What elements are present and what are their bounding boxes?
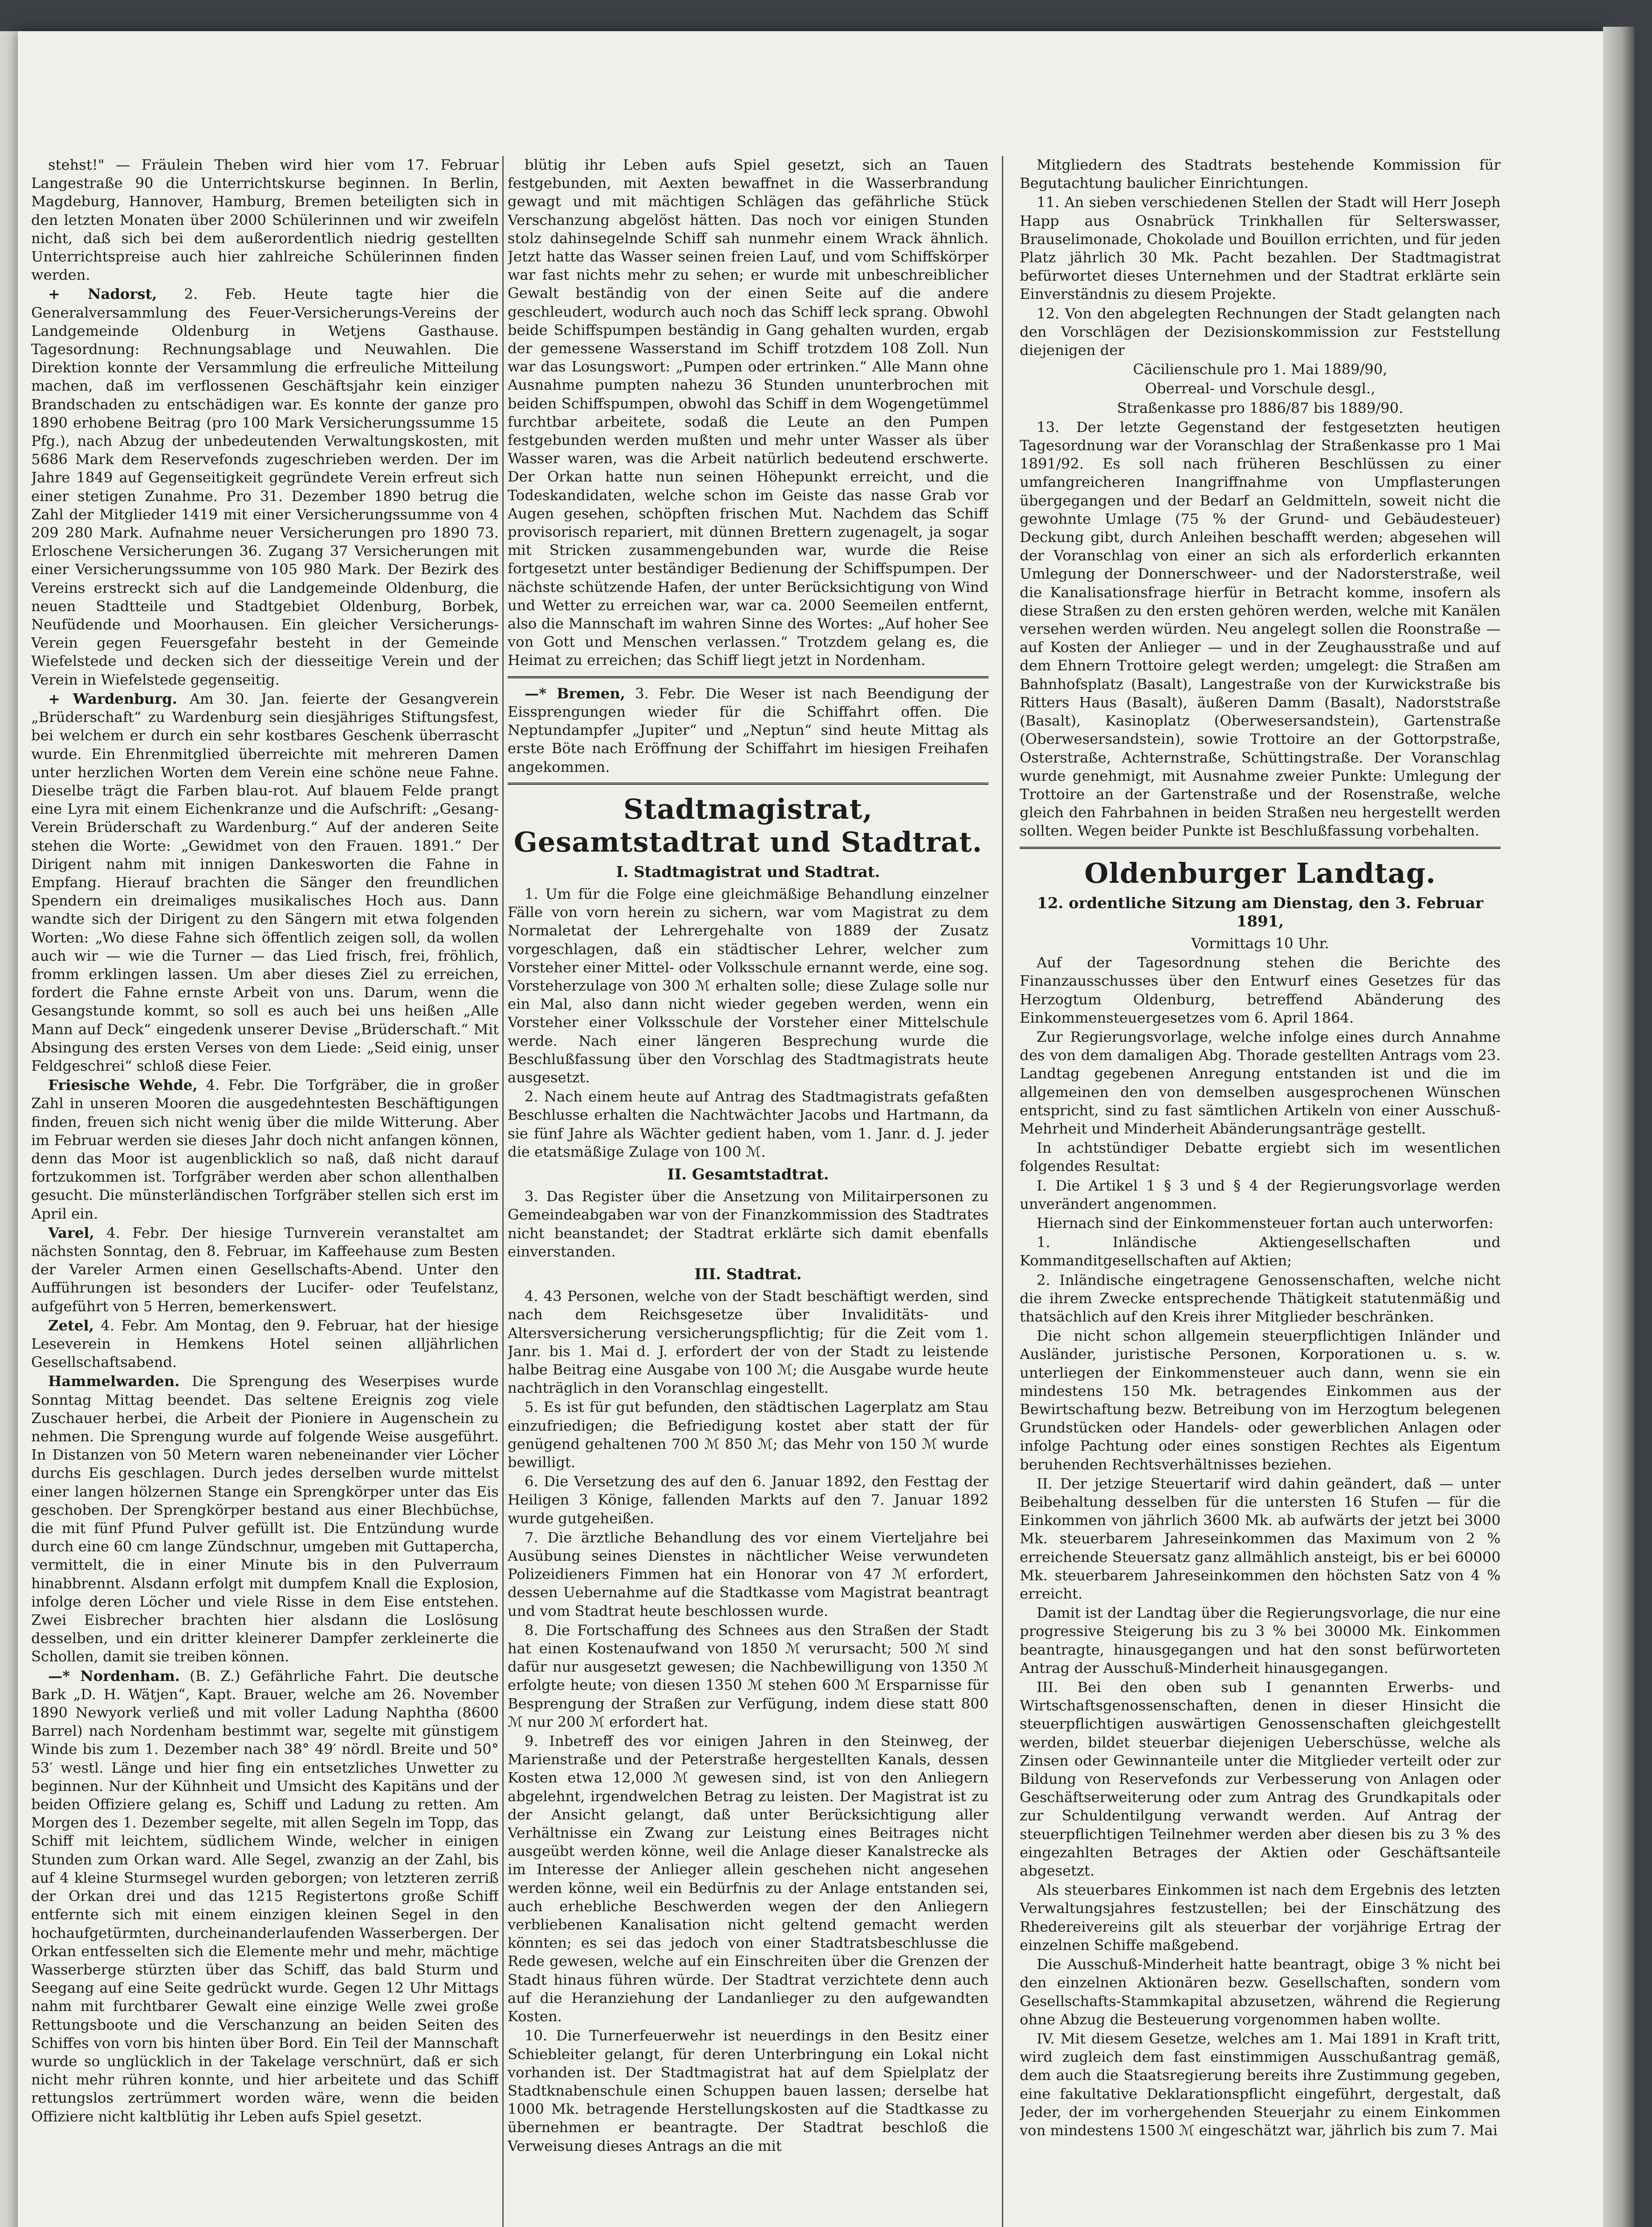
landtag-paragraph: Als steuerbares Einkommen ist nach dem Ergebnis des letzten Verwaltungsjahres festzustellen; bei der Einschätzung des Rhedereivereins gilt als steuerbar der vorjährige Ertrag der einzelnen Schiffe maßgebend. [1020,1881,1501,1954]
article-text: 4. Febr. Die Torfgräber, die in großer Zahl in unseren Mooren die ausgedehntesten Beschäftigungen finden, freuen sich nicht wenig über die milde Witterung. Aber im Februar werden sie dieses Jahr doch nicht anfangen können, denn das Moor ist augenblicklich so naß, daß nicht darauf fortzukommen ist. Torfgräber werden aber schon allenthalben gesucht. Die münsterländischen Torfgräber stellen sich erst im April ein. [31,1077,499,1222]
article-zetel [31,1317,499,1372]
landtag-paragraph: Hiernach sind der Einkommensteuer fortan auch unterworfen: [1037,1214,1493,1232]
article-wardenburg [31,690,499,1075]
article-text: 4. Febr. Am Montag, den 9. Februar, hat der hiesige Leseverein in Hemkens Hotel seinen alljährlichen Gesellschaftsabend. [31,1317,499,1371]
article-heading: —* Nordenham. [48,1667,180,1685]
item-4: 4. 43 Personen, welche von der Stadt beschäftigt werden, sind nach dem Reichsgesetze über Invaliditäts- und Altersversicherung versicherungspflichtig; für die Zeit vom 1. Janr. bis 1. Mai d. J. erfordert der von der Stadt zu leistende halbe Beitrag eine Ausgabe von 100 ℳ; die Ausgabe wurde heute nachträglich in den Voranschlag eingestellt. [508,1288,989,1397]
subsection-title: III. Stadtrat. [694,1265,802,1283]
section-title-stadtmagistrat: Stadtmagistrat, Gesamtstadtrat und Stadtrat. [513,792,983,858]
item-10-continued: Mitgliedern des Stadtrats bestehende Kommission für Begutachtung baulicher Einrichtungen. [1020,156,1501,192]
landtag-paragraph: Damit ist der Landtag über die Regierungsvorlage, die nur eine progressive Steigerung bis zu 3 % bei 30000 Mk. Einkommen beantragte, hinausgegangen und hat den sonst befürworteten Antrag der Ausschuß-Minderheit hinausgegangen. [1020,1604,1501,1676]
landtag-paragraph: 2. Inländische eingetragene Genossenschaften, welche nicht die ihrem Zwecke entsprechende Thätigkeit statutenmäßig und thatsächlich auf den Kreis ihrer Mitglieder beschränken. [1020,1271,1501,1325]
item-8: 8. Die Fortschaffung des Schnees aus den Straßen der Stadt hat einen Kostenaufwand von 1850 ℳ verursacht; 500 ℳ sind dafür nur ausgesetzt gewesen; die Nachbewilligung von 1350 ℳ erfolgte heute; von diesen 1350 ℳ stehen 600 ℳ Ersparnisse für Besprengung der Straßen zur Verfügung, indem diese statt 800 ℳ nur 200 ℳ erfordert hat. [508,1621,989,1730]
account-list-item: Oberreal- und Vorschule desgl., [1145,380,1375,397]
item-11: 11. An sieben verschiedenen Stellen der Stadt will Herr Joseph Happ aus Osnabrück Trinkhallen für Selterswasser, Brauselimonade, Chokolade und Bouillon errichten, und für jeden Platz jährlich 30 Mk. Pacht bezahlen. Der Stadtmagistrat befürwortet dieses Unternehmen und der Stadtrat erklärte sein Einverständnis zu diesem Projekte. [1020,194,1501,303]
article-nadorst [31,285,499,689]
sitting-time: Vormittags 10 Uhr. [1191,934,1329,952]
landtag-paragraph: IV. Mit diesem Gesetze, welches am 1. Mai 1891 in Kraft tritt, wird zugleich dem fast einstimmigen Ausschußantrag gemäß, dem auch die Staatsregierung bereits ihre Zustimmung gegeben, eine fakultative Deklarationspflicht eingeführt, dergestalt, daß Jeder, der im vorhergehenden Steuerjahr zu einem Einkommen von mindestens 1500 ℳ eingeschätzt war, jährlich bis zum 7. Mai [1020,2030,1501,2139]
article-heading: + Nadorst, [48,286,157,303]
article-text: 4. Febr. Der hiesige Turnverein veranstaltet am nächsten Sonntag, den 8. Februar, im Kaffeehause zum Besten der Vareler Armen einen Gesellschafts-Abend. Unter den Aufführungen ist besonders der Lucifer- oder Teufelstanz, aufgeführt von 5 Herren, bemerkenswert. [31,1224,499,1315]
section-divider [508,783,989,785]
column-1 [31,156,499,2227]
article-heading: —* Bremen, [525,685,626,702]
landtag-paragraph: Auf der Tagesordnung stehen die Berichte des Finanzausschusses über den Entwurf eines Gesetzes für das Herzogtum Oldenburg, betreffend Abänderung des Einkommensteuergesetzes vom 6. April 1864. [1020,954,1501,1026]
article-nordenham [31,1667,499,2126]
column-2 [508,156,989,2227]
column-rule [502,156,504,2227]
article-nordenham-continued: blütig ihr Leben aufs Spiel gesetzt, sich an Tauen festgebunden, mit Aexten bewaffnet in die Wasserbrandung gewagt und mit mächtigen Schlägen das gefährliche Stück Verschanzung abgelöst hätten. Das noch vor einigen Stunden stolz dahinsegelnde Schiff sah nunmehr einem Wrack ähnlich. Jetzt hatte das Wasser seinen freien Lauf, und vom Schiffskörper war fast nichts mehr zu sehen; er wurde mit unbeschreiblicher Gewalt beständig von der einen Seite auf die andere geschleudert, wodurch auch noch das Schiff leck sprang. Obwohl beide Schiffspumpen beständig in Gang gehalten wurden, ergab der gemessene Wasserstand im Schiff trotzdem 108 Zoll. Nun war das Losungswort: „Pumpen oder ertrinken.“ Alle Mann ohne Ausnahme pumpten nahezu 36 Stunden ununterbrochen mit beiden Schiffspumpen, obwohl das Schiff in dem Wogengetümmel furchtbar arbeitete, sodaß die Leute an den Pumpen festgebunden werden mußten und mehr unter Wasser als über Wasser waren, was die Arbeit natürlich bedeutend erschwerte. Der Orkan hatte nun seinen Höhepunkt erreicht, und die Todeskandidaten, welche schon im Geiste das nasse Grab vor Augen gesehen, schöpften frischen Mut. Nachdem das Schiff provisorisch repariert, mit dünnen Brettern zugenagelt, ja sogar mit Stricken zusammengebunden war, wurde die Reise fortgesetzt unter beständiger Bedienung der Schiffspumpen. Der nächste schützende Hafen, der unter Berücksichtigung von Wind und Wetter zu erreichen war, war ca. 2000 Seemeilen entfernt, also die Mannschaft im wahren Sinne des Wortes: „Auf hoher See von Gott und Menschen verlassen.“ Trotzdem gelang es, die Heimat zu erreichen; das Schiff liegt jetzt in Nordenham. [508,156,989,669]
item-13: 13. Der letzte Gegenstand der festgesetzten heutigen Tagesordnung war der Voranschlag der Straßenkasse pro 1 Mai 1891/92. Es soll nach früheren Beschlüssen zu einer umfangreicheren Inangriffnahme von Umpflasterungen übergegangen und der Bedarf an Geldmitteln, soweit nicht die gewohnte Umlage (75 % der Grund- und Gebäudesteuer) Deckung gibt, durch Anleihen beschafft werden; abgesehen will der Voranschlag von einer an sich als erforderlich erkannten Umlegung der Donnerschweer- und der Nadorsterstraße, weil die Kanalisationsfrage hierfür in Betracht komme, insofern als diese Straßen zu den ersten gehören werden, welche mit Kanälen versehen werden würden. Neu angelegt sollen die Roonstraße — auf Kosten der Anlieger — und in der Zeughausstraße und auf dem Ehnern Trottoire gelegt werden; umgelegt: die Straßen am Bahnhofsplatz (Basalt), Langestraße von der Kurwickstraße bis Ritters Haus (Basalt), äußeren Damm (Basalt), Nadorststraße (Basalt), Kasinoplatz (Oberwesersandstein), Gartenstraße (Oberwesersandstein), sowie Trottoire an der Gottorpstraße, Osterstraße, Achternstraße, Schüttingstraße. Der Voranschlag wurde genehmigt, mit Ausnahme zweier Punkte: Umlegung der Trottoire an der Gartenstraße und der Rosenstraße, welche gleich den Fahrbahnen in beiden Straßen neu hergestellt werden sollten. Wegen beider Punkte ist Beschlußfassung vorbehalten. [1020,418,1501,840]
article-intro: stehst!" — Fräulein Theben wird hier vom 17. Februar Langestraße 90 die Unterrichtskurse beginnen. In Berlin, Magdeburg, Hannover, Hamburg, Bremen beteiligten sich in den letzten Monaten über 2000 Schülerinnen und wir zweifeln nicht, daß sich bei dem außerordentlich niedrig gestellten Unterrichtspreise auch hier zahlreiche Schülerinnen finden werden. [31,156,499,284]
article-heading: Varel, [48,1224,94,1241]
article-wehde [31,1076,499,1223]
article-text: 3. Febr. Die Weser ist nach Beendigung der Eissprengungen wieder für die Schiffahrt offen. Die Neptundampfer „Jupiter“ und „Neptun“ sind heute Mittag als erste Böte nach Eröffnung der Schiffahrt im hiesigen Freihafen angekommen. [508,685,989,775]
section-divider [508,676,989,678]
sitting-heading: 12. ordentliche Sitzung am Dienstag, den 3. Februar 1891, [1037,894,1484,930]
item-1: 1. Um für die Folge eine gleichmäßige Behandlung einzelner Fälle von vorn herein zu sichern, war vom Magistrat zu dem Normaletat der Lehrergehalte von 1889 der Zusatz vorgeschlagen, daß ein städtischer Lehrer, welcher zum Vorsteher einer Mittel- oder Volksschule ernannt werde, eine sog. Vorsteherzulage von 300 ℳ erhalten solle; diese Zulage solle nur ein Mal, also dann nicht wieder gegeben werden, wenn ein Vorsteher einer Volksschule der Vorsteher einer Mittelschule werde. Nach einer längeren Besprechung wurde die Beschlußfassung über den Vorschlag des Stadtmagistrats heute ausgesetzt. [508,885,989,1086]
landtag-paragraph: I. Die Artikel 1 § 3 und § 4 der Regierungsvorlage werden unverändert angenommen. [1020,1177,1501,1212]
item-12: 12. Von den abgelegten Rechnungen der Stadt gelangten nach den Vorschlägen der Dezisionskommission zur Feststellung diejenigen der [1020,305,1501,359]
landtag-paragraph: In achtstündiger Debatte ergiebt sich im wesentlichen folgendes Resultat: [1020,1139,1501,1175]
article-text: (B. Z.) Gefährliche Fahrt. Die deutsche Bark „D. H. Wätjen“, Kapt. Brauer, welche am 26. November 1890 Newyork verließ und mit voller Ladung Naphtha (8600 Barrel) nach Nordenham bestimmt war, segelte mit günstigem Winde bis zum 1. Dezember nach 38° 49′ nördl. Breite und 50° 53′ westl. Länge und hier fing ein entsetzliches Unwetter zu beginnen. Nur der Kühnheit und Umsicht des Kapitäns und der beiden Offiziere gelang es, Schiff und Ladung zu retten. Am Morgen des 1. Dezember segelte, mit allen Segeln im Topp, das Schiff mit leichtem, südlichem Winde, welcher in einigen Stunden zum Orkan ward. Alle Segel, zwanzig an der Zahl, bis auf 4 kleine Sturmsegel wurden geborgen; von letzteren zerriß der Orkan drei und das 1215 Registertons große Schiff entfernte sich mit einem einzigen kleinen Segel in den hochaufgetürmten, durcheinanderlaufenden Wasserbergen. Der Orkan entfesselten sich die Elemente mehr und mehr, mächtige Wasserberge stürzten über das Schiff, das bald Sturm und Seegang auf eine Seite gedrückt wurde. Gegen 12 Uhr Mittags nahm mit furchtbarer Gewalt eine einzige Welle zwei große Rettungsboote und die Verschanzung an beiden Seiten des Schiffes von vorn bis hinten über Bord. Ein Teil der Mannschaft wurde so unglücklich in der Takelage verschnürt, daß er sich nicht mehr rühren konnte, und hier arbeitete und das Schiff rettungslos zertrümmert worden wäre, wenn die beiden Offiziere nicht kaltblütig ihr Leben aufs Spiel gesetzt. [31,1667,499,2125]
item-3: 3. Das Register über die Ansetzung von Militairpersonen zu Gemeindeabgaben war von der Finanzkommission des Stadtrates nicht beanstandet; der Stadtrat erklärte sich damit ebenfalls einverstanden. [508,1188,989,1260]
landtag-paragraph: Die nicht schon allgemein steuerpflichtigen Inländer und Ausländer, juristische Personen, Korporationen u. s. w. unterliegen der Einkommensteuer auch dann, wenn sie ein mindestens 150 Mk. betragendes Einkommen aus der Bewirtschaftung bezw. Betreibung von im Herzogtum belegenen Grundstücken oder Handels- oder gewerblichen Anlagen oder infolge Pachtung oder eines sonstigen Rechtes als Eigentum beruhenden Rechtsverhältnisses beziehen. [1020,1327,1501,1473]
article-heading: + Wardenburg. [48,690,177,707]
item-10: 10. Die Turnerfeuerwehr ist neuerdings in den Besitz einer Schiebleiter gelangt, für deren Unterbringung ein Lokal nicht vorhanden ist. Der Stadtmagistrat hat auf dem Spielplatz der Stadtknabenschule einen Schuppen bauen lassen; derselbe hat 1000 Mk. betragende Herstellungskosten auf die Stadtkasse zu übernehmen er beantragte. Der Stadtrat beschloß die Verweisung dieses Antrags an die mit [508,2027,989,2154]
article-heading: Hammelwarden. [48,1373,180,1390]
item-5: 5. Es ist für gut befunden, den städtischen Lagerplatz am Stau einzufriedigen; die Befriedigung kostet aber statt der für genügend gehaltenen 700 ℳ 850 ℳ; das Mehr von 150 ℳ wurde bewilligt. [508,1399,989,1471]
account-list-item: Cäcilienschule pro 1. Mai 1889/90, [1133,361,1388,378]
article-heading: Zetel, [48,1317,94,1334]
subsection-title: I. Stadtmagistrat und Stadtrat. [616,863,880,881]
item-9: 9. Inbetreff des vor einigen Jahren in den Steinweg, der Marienstraße und der Peterstraße hergestellten Kanals, dessen Kosten etwa 12,000 ℳ gewesen sind, ist von den Anliegern abgelehnt, irgendwelchen Betrag zu leisten. Der Magistrat ist zu der Ansicht gelangt, daß unter Berücksichtigung aller Verhältnisse ein Zwang zur Leistung eines Beitrages nicht ausgeübt werden könne, weil die Anlage dieser Kanalstrecke als im Interesse der Anlieger allein geschehen nicht angesehen werden könne, weil ein Bedürfnis zu der Anlage entstanden sei, auch erhebliche Beschwerden wegen der den Anliegern verbliebenen Kanalisation nicht geltend gemacht werden könnten; es sei das jedoch von einer Stadtratsbeschlusse die Rede gewesen, welche auf ein Einschreiten über die Grenzen der Stadt hinaus führen würde. Der Stadtrat verzichtete denn auch auf die Heranziehung der Landanlieger zu den aufgewandten Kosten. [508,1733,989,2025]
article-varel [31,1224,499,1316]
column-3 [1020,156,1501,2227]
article-text: Die Sprengung des Weserpises wurde Sonntag Mittag beendet. Das seltene Ereignis zog viele Zuschauer herbei, die Arbeit der Pioniere in Augenschein zu nehmen. Die Sprengung wurde auf folgende Weise ausgeführt. In Distanzen von 50 Metern waren nebeneinander vier Löcher durchs Eis geschlagen. Durch jedes derselben wurde mittelst einer langen hölzernen Stange ein Sprengkörper unter das Eis geschoben. Der Sprengkörper bestand aus einer Blechbüchse, die mit fünf Pfund Pulver gefüllt ist. Die Entzündung wurde durch eine 60 cm lange Zündschnur, umgeben mit Guttapercha, vermittelt, die in einer Minute bis in den Pulverraum hinabbrennt. Alsdann erfolgt mit dumpfem Knall die Explosion, infolge deren Löcher und viele Risse in dem Eise entstehen. Zwei Eisbrecher brachten hier alsdann die Loslösung desselben, und ein dritter kleinerer Dampfer zerkleinerte die Schollen, damit sie treiben können. [31,1373,499,1665]
article-text: Am 30. Jan. feierte der Gesangverein „Brüderschaft“ zu Wardenburg sein diesjähriges Stiftungsfest, bei welchem er durch ein sehr kostbares Geschenk überrascht wurde. Ein Ehrenmitglied überreichte mit mehreren Damen unter herzlichen Worten dem Verein eine schöne neue Fahne. Dieselbe trägt die Farben blau-rot. Auf blauem Felde prangt eine Lyra mit einem Eichenkranze und die Aufschrift: „Gesang-Verein Brüderschaft zu Wardenburg.“ Auf der anderen Seite stehen die Worte: „Gewidmet von den Frauen. 1891.“ Der Dirigent nahm mit innigen Dankesworten die Fahne in Empfang. Hierauf brachten die Sänger den freundlichen Spendern ein dreimaliges musikalisches Hoch aus. Dann wandte sich der Dirigent zu den Sängern mit etwa folgenden Worten: „Wo diese Fahne sich öffentlich zeigen soll, da wollen auch wir — wie die Turner — das Lied frisch, frei, fröhlich, fromm erklingen lassen. Um aber dieses Ziel zu erreichen, fordert die Fahne ernste Arbeit von uns. Darum, wenn die Gesangstunde kommt, so soll es auch bei uns heißen „Alle Mann auf Deck“ eingedenk unserer Devise „Brüderschaft.“ Mit Absingung des ersten Verses von dem Liede: „Seid einig, unser Feldgeschrei“ schloß diese Feier. [31,690,499,1074]
item-6: 6. Die Versetzung des auf den 6. Januar 1892, den Festtag der Heiligen 3 Könige, fallenden Markts auf den 7. Januar 1892 wurde gutgeheißen. [508,1473,989,1527]
page-stack-edge [1603,27,1634,2227]
landtag-paragraph: Die Ausschuß-Minderheit hatte beantragt, obige 3 % nicht bei den einzelnen Aktionären bezw. Gesellschaften, sondern vom Gesellschafts-Stammkapital abzusetzen, während die Regierung ohne Abzug die Besteuerung vorgenommen haben wollte. [1020,1956,1501,2028]
adjacent-page-edge [0,31,19,2227]
item-7: 7. Die ärztliche Behandlung des vor einem Vierteljahre bei Ausübung seines Dienstes in nächtlicher Weise verwundeten Polizeidieners Fimmen hat ein Honorar von 47 ℳ erfordert, dessen Uebernahme auf die Stadtkasse vom Magistrat beantragt und vom Stadtrat heute beschlossen wurde. [508,1529,989,1619]
landtag-paragraph: II. Der jetzige Steuertarif wird dahin geändert, daß — unter Beibehaltung desselben für die untersten 16 Stufen — für die Einkommen von jährlich 3600 Mk. ab aufwärts der jetzt bei 3000 Mk. steuerbarem Jahreseinkommen das Maximum von 2 % erreichende Steuersatz ganz allmählich ansteigt, bis er bei 60000 Mk. steuerbarem Jahreseinkommen den höchsten Satz von 4 % erreicht. [1020,1475,1501,1603]
account-list-item: Straßenkasse pro 1886/87 bis 1889/90. [1117,399,1404,416]
section-title-landtag: Oldenburger Landtag. [1084,857,1436,889]
landtag-paragraph: 1. Inländische Aktiengesellschaften und Kommanditgesellschaften auf Aktien; [1020,1234,1501,1269]
subsection-title: II. Gesamtstadtrat. [667,1165,829,1183]
landtag-paragraph: Zur Regierungsvorlage, welche infolge eines durch Annahme des von dem damaligen Abg. Thorade gestellten Antrags vom 23. Landtag gegebenen Anregung entstanden ist und die im allgemeinen den von demselben ausgesprochenen Wünschen entspricht, sind zu fast sämtlichen Artikeln von einer Ausschuß-Mehrheit und Minderheit Abänderungsanträge gestellt. [1020,1028,1501,1137]
article-heading: Friesische Wehde, [48,1077,198,1094]
article-bremen [508,685,989,776]
landtag-paragraph: III. Bei den oben sub I genannten Erwerbs- und Wirtschaftsgenossenschaften, denen in dieser Hinsicht die steuerpflichtigen auswärtigen Genossenschaften gleichgestellt werden, bildet steuerbar diejenigen Ueberschüsse, welche als Zinsen oder Gewinnanteile unter die Mitglieder verteilt oder zur Bildung von Reservefonds zur Verbesserung von Anlagen oder Geschäftserweiterung oder zum Antrag des Grundkapitals oder zur Schuldentilgung verwandt werden. Auf Antrag der steuerpflichtigen Teilnehmer werden aber diesen bis zu 3 % des eingezahlten Betrages der Aktien oder Geschäftsanteile abgesetzt. [1020,1679,1501,1880]
section-divider [1020,847,1501,849]
article-hammelwarden [31,1372,499,1666]
column-rule [1002,156,1003,2227]
item-2: 2. Nach einem heute auf Antrag des Stadtmagistrats gefaßten Beschlusse erhalten die Nachtwächter Jacobs und Hartmann, da sie fünf Jahre als Wächter gedient haben, vom 1. Janr. d. J. jeder die etatsmäßige Zulage von 100 ℳ. [508,1088,989,1160]
article-text: 2. Feb. Heute tagte hier die Generalversammlung des Feuer-Versicherungs-Vereins der Landgemeinde Oldenburg in Wetjens Gasthause. Tagesordnung: Rechnungsablage und Neuwahlen. Die Direktion konnte der Versammlung die erfreuliche Mitteilung machen, daß im verflossenen Geschäftsjahr kein einziger Brandschaden zu entschädigen war. Es konnte der ganze pro 1890 erhobene Beitrag (pro 100 Mark Versicherungssumme 15 Pfg.), nach Abzug der unbedeutenden Verwaltungskosten, mit 5686 Mark dem Reservefonds zugeschrieben werden. Der im Jahre 1849 auf Gegenseitigkeit gegründete Verein erfreut sich einer stetigen Zunahme. Pro 31. Dezember 1890 betrug die Zahl der Mitglieder 1419 mit einer Versicherungssumme von 4 209 280 Mark. Aufnahme neuer Versicherungen pro 1890 73. Erloschene Versicherungen 36. Zugang 37 Versicherungen mit einer Versicherungssumme von 105 980 Mark. Der Bezirk des Vereins erstreckt sich auf die Landgemeinde Oldenburg, die neuen Stadtteile und Stadtgebiet Oldenburg, Borbek, Neufüdende und Moorhausen. Ein gleicher Versicherungs-Verein gegen Feuersgefahr besteht in der Gemeinde Wiefelstede und decken sich der diesseitige Verein und der Verein in Wiefelstede gegenseitig. [31,286,499,688]
